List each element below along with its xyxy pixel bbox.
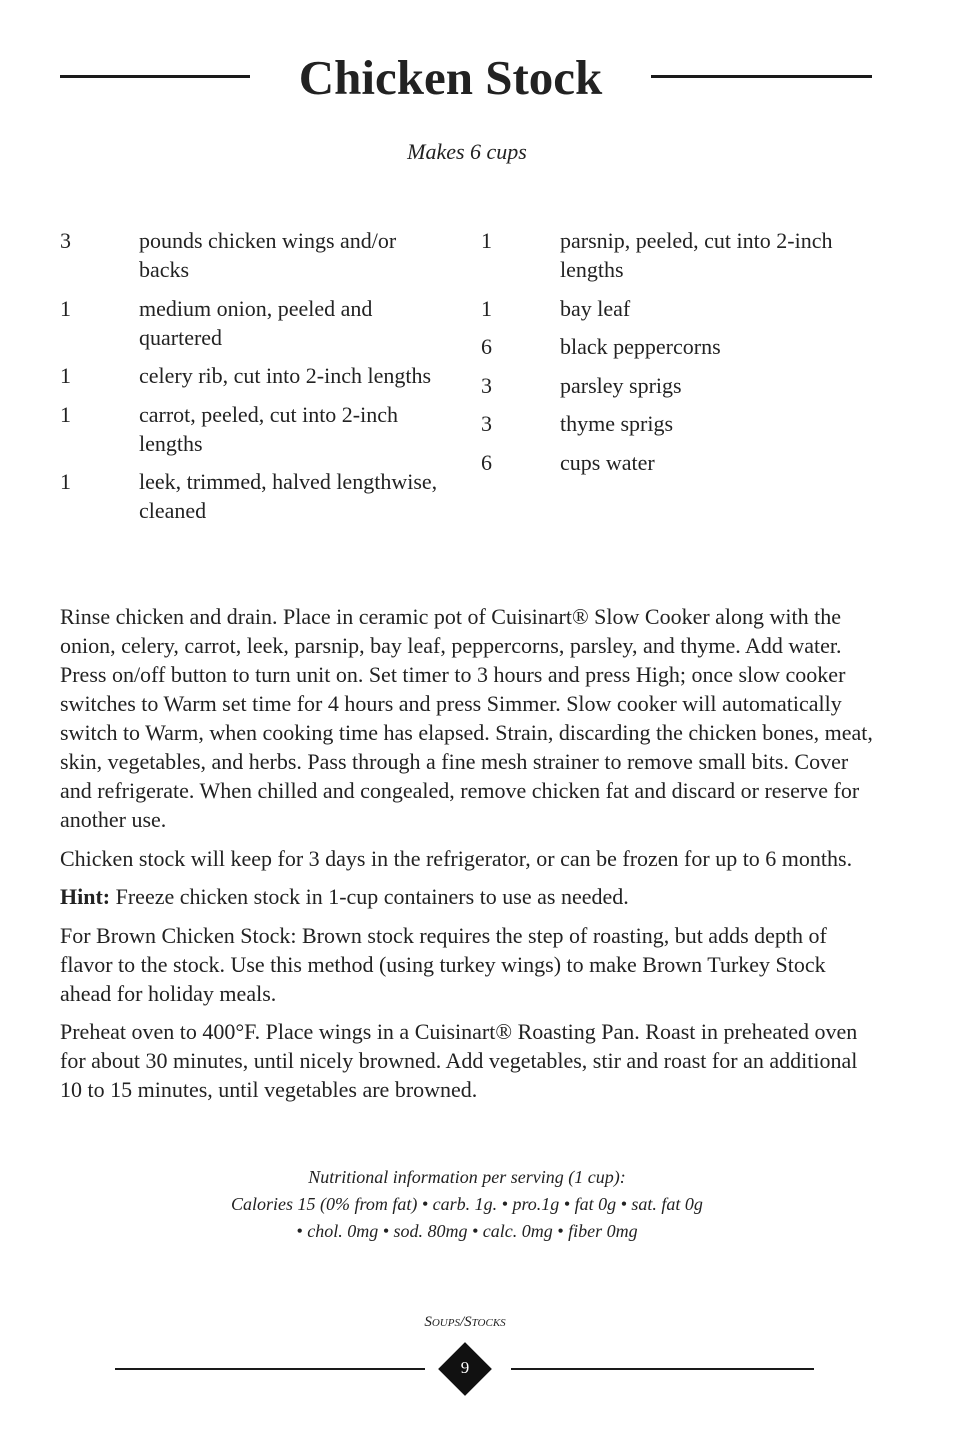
page-number: 9 <box>460 1358 470 1377</box>
ingredient-item <box>481 409 881 438</box>
page-title: Chicken Stock <box>298 50 603 105</box>
ingredient-desc: parsnip, peeled, cut into 2-inch lengths <box>560 228 833 282</box>
ingredient-qty: 3 <box>481 411 492 436</box>
ingredient-item <box>60 467 440 525</box>
ingredient-qty: 1 <box>60 469 71 494</box>
ingredient-item <box>60 400 440 458</box>
ingredient-desc: thyme sprigs <box>560 411 674 436</box>
ingredient-item <box>481 332 881 361</box>
nutrition-heading: Nutritional information per serving (1 cup): <box>308 1167 626 1187</box>
ingredient-desc: bay leaf <box>560 295 631 321</box>
ingredient-item <box>60 361 440 390</box>
ingredient-desc: carrot, peeled, cut into 2-inch lengths <box>139 401 399 456</box>
storage-paragraph: Chicken stock will keep for 3 days in the refrigerator, or can be frozen for up to 6 months. <box>60 845 853 871</box>
hint-paragraph <box>60 882 880 911</box>
ingredient-qty: 3 <box>60 228 71 253</box>
nutrition-line: • chol. 0mg • sod. 80mg • calc. 0mg • fiber 0mg <box>296 1221 638 1241</box>
ingredient-desc: parsley sprigs <box>560 372 682 398</box>
variation-paragraph: For Brown Chicken Stock: Brown stock requires the step of roasting, but adds depth of flavor to the stock. Use this method (using turkey wings) to make Brown Turkey Stock ahead for holiday meals. <box>60 922 827 1006</box>
nutrition-line: Calories 15 (0% from fat) • carb. 1g. • pro.1g • fat 0g • sat. fat 0g <box>231 1194 703 1214</box>
footer-rule-left <box>115 1368 425 1370</box>
roasting-paragraph: Preheat oven to 400°F. Place wings in a Cuisinart® Roasting Pan. Roast in preheated oven for about 30 minutes, until nicely browned. Add vegetables, stir and roast for an additional 10 to 15 minutes, until vegetables are browned. <box>60 1019 858 1102</box>
ingredient-item <box>60 294 440 352</box>
ingredients-right-column <box>481 226 881 486</box>
recipe-yield: Makes 6 cups <box>407 139 527 164</box>
ingredient-desc: medium onion, peeled and quartered <box>139 295 373 350</box>
title-rule-right <box>651 75 872 78</box>
title-rule-left <box>60 75 250 78</box>
ingredient-desc: cups water <box>560 449 655 475</box>
ingredient-desc: black peppercorns <box>560 334 721 359</box>
ingredient-desc: celery rib, cut into 2-inch lengths <box>139 363 432 388</box>
ingredient-qty: 1 <box>481 228 492 253</box>
recipe-instructions <box>60 602 880 1114</box>
nutrition-info <box>0 1164 934 1245</box>
ingredient-qty: 1 <box>60 401 71 427</box>
ingredient-qty: 1 <box>481 295 492 321</box>
ingredients-left-column <box>60 226 440 535</box>
ingredient-item <box>481 371 881 400</box>
ingredient-desc: leek, trimmed, halved lengthwise, cleaned <box>139 469 438 523</box>
hint-text: Freeze chicken stock in 1-cup containers to use as needed. <box>110 884 629 909</box>
ingredient-desc: pounds chicken wings and/or backs <box>139 228 397 282</box>
ingredient-item <box>481 294 881 323</box>
footer-rule-right <box>511 1368 814 1370</box>
ingredient-qty: 1 <box>60 363 71 388</box>
ingredient-item <box>60 226 440 284</box>
ingredient-qty: 1 <box>60 295 71 321</box>
ingredient-qty: 6 <box>481 334 492 359</box>
ingredient-item <box>481 448 881 477</box>
ingredient-item <box>481 226 881 284</box>
hint-label: Hint: <box>60 884 111 909</box>
instruction-paragraph: Rinse chicken and drain. Place in ceramic pot of Cuisinart® Slow Cooker along with the onion, celery, carrot, leek, parsnip, bay leaf, peppercorns, parsley, and thyme. Add water. Press on/off button to turn unit on. Set timer to 3 hours and press High; once slow cooker switches to Warm set time for 4 hours and press Simmer. Slow cooker will automatically switch to Warm, when cooking time has elapsed. Strain, discarding the chicken bones, meat, skin, vegetables, and herbs. Pass through a fine mesh strainer to remove small bits. Cover and refrigerate. When chilled and congealed, remove chicken fat and discard or reserve for another use. <box>60 604 873 832</box>
ingredient-qty: 6 <box>481 449 492 475</box>
ingredient-qty: 3 <box>481 372 492 398</box>
footer-section-label: Soups/Stocks <box>424 1314 506 1330</box>
